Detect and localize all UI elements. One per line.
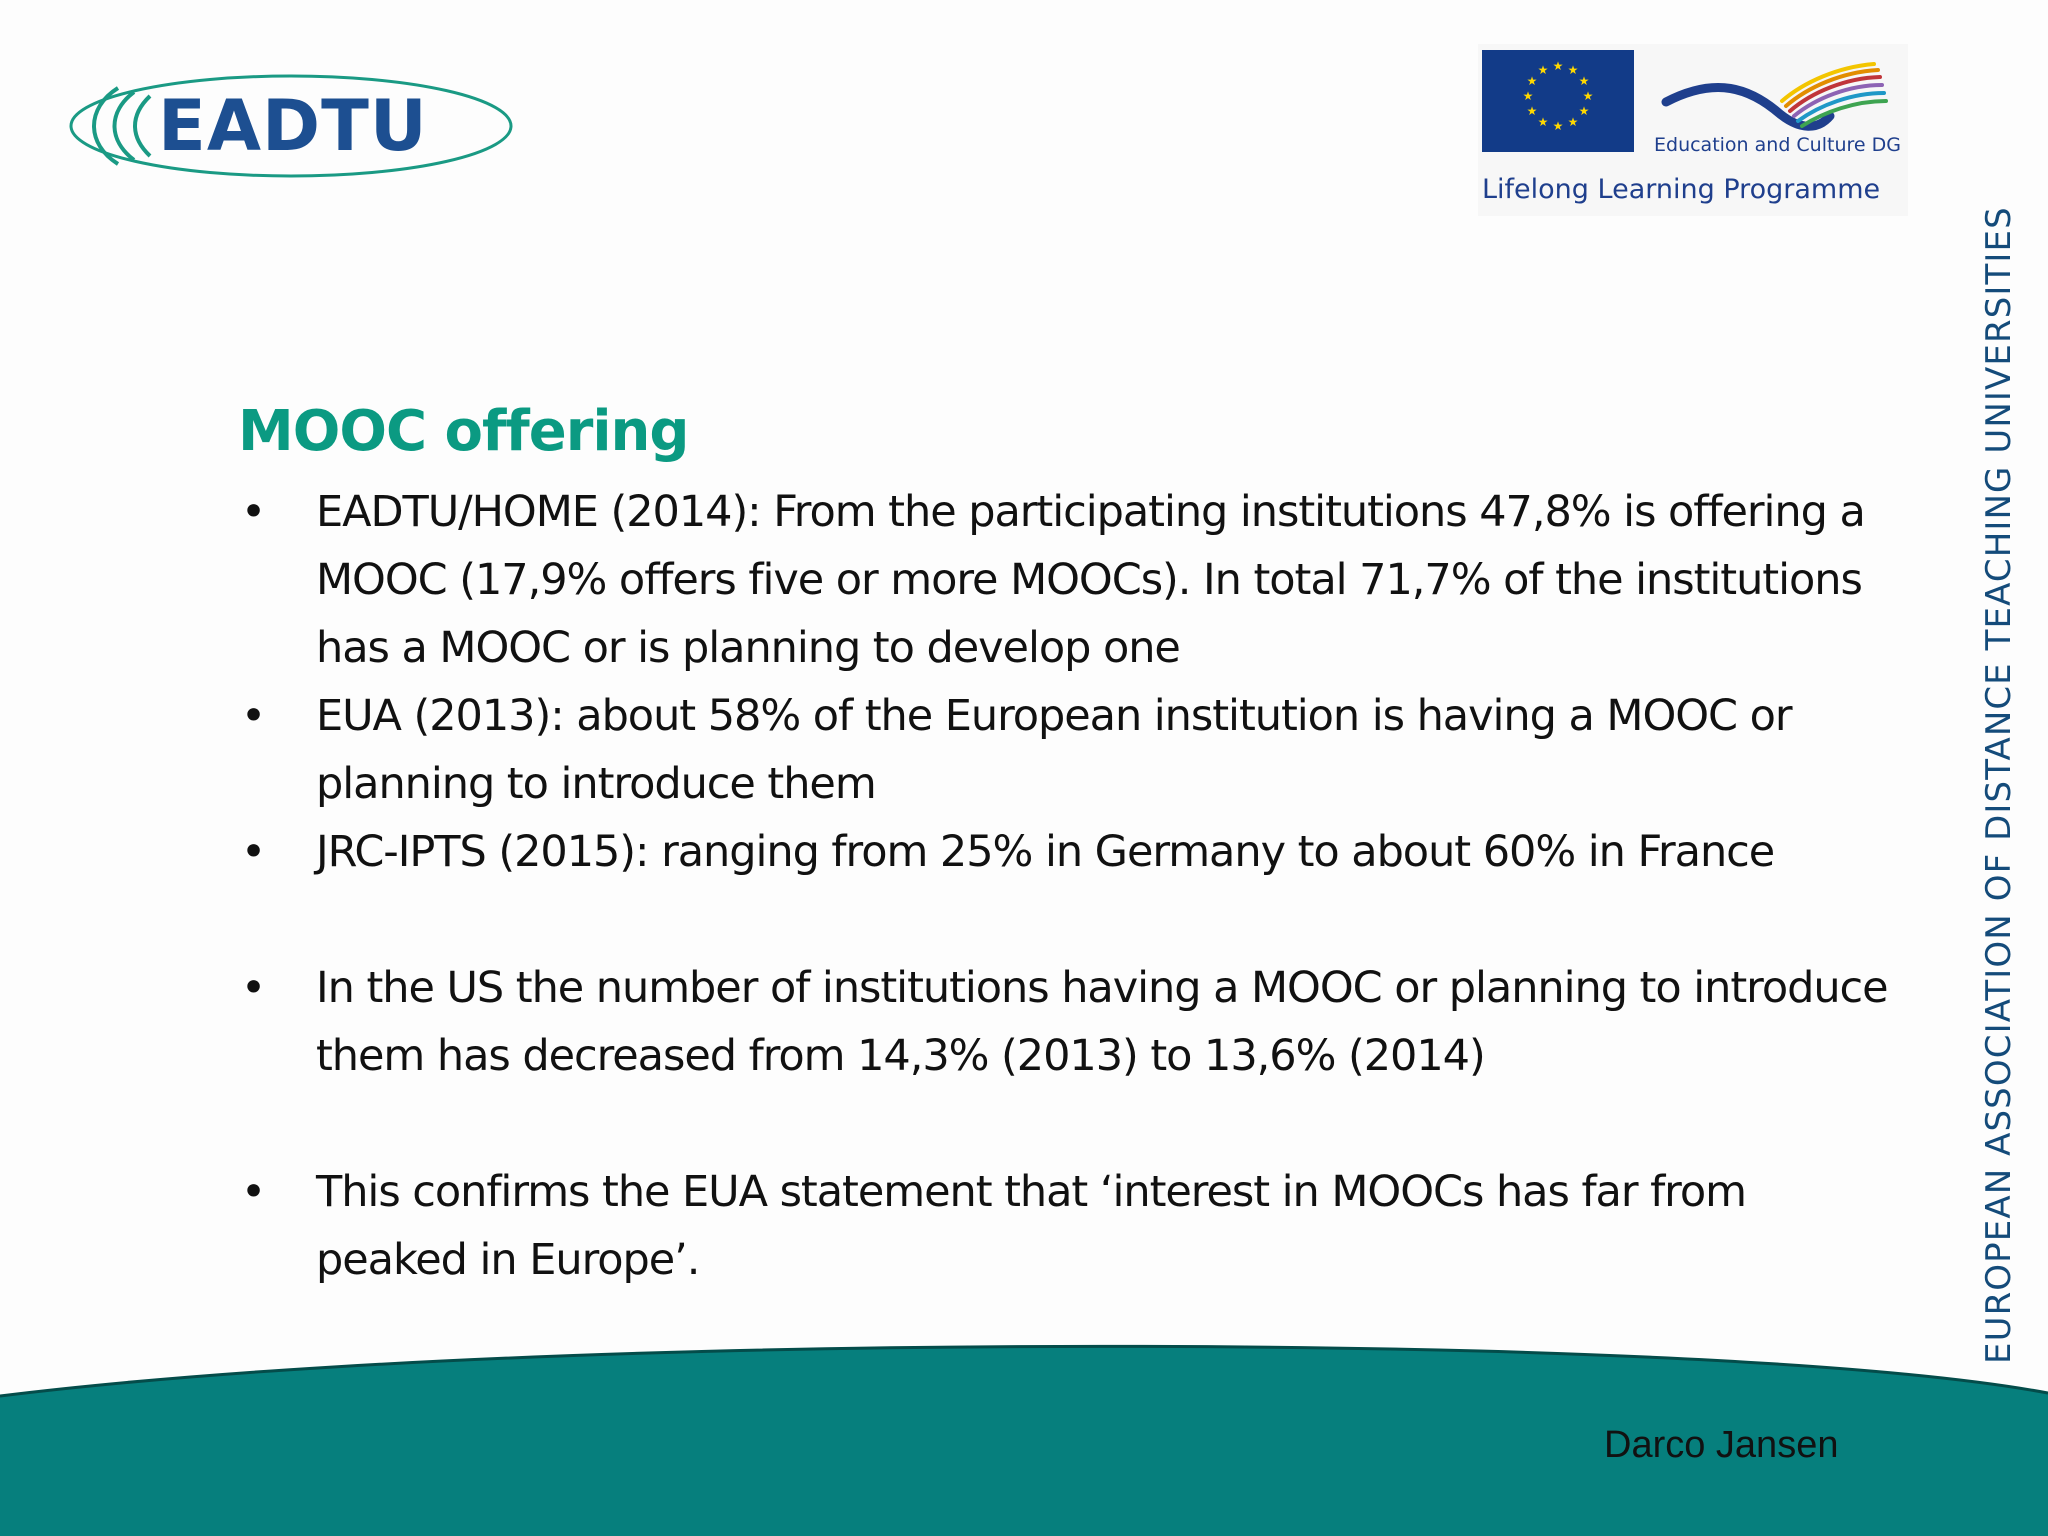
bullet-marker: •: [240, 487, 266, 537]
author-name: Darco Jansen: [1604, 1424, 1839, 1466]
page-title: MOOC offering: [238, 399, 689, 464]
svg-text:★: ★: [1578, 74, 1590, 88]
organization-vertical-text: EUROPEAN ASSOCIATION OF DISTANCE TEACHING UNIVERSITIES: [1979, 206, 2019, 1364]
eadtu-logo: [66, 70, 516, 182]
bullet-text: JRC-IPTS (2015): ranging from 25% in Germany to about 60% in France: [316, 827, 1775, 877]
svg-text:★: ★: [1537, 63, 1549, 77]
lifelong-learning-programme-text: Lifelong Learning Programme: [1482, 174, 1881, 205]
svg-text:★: ★: [1526, 74, 1538, 88]
svg-text:★: ★: [1552, 59, 1564, 73]
svg-text:★: ★: [1582, 89, 1594, 103]
bullet-item-eua: [238, 682, 1888, 818]
bullet-text: In the US the number of institutions having a MOOC or planning to introduce them has decreased from 14,3% (2013) to 13,6% (2014): [316, 963, 1888, 1081]
bullet-marker: •: [240, 1167, 266, 1217]
svg-text:★: ★: [1537, 115, 1549, 129]
bullet-text: EADTU/HOME (2014): From the participating institutions 47,8% is offering a MOOC (17,9% offers five or more MOOCs). In total 71,7% of the institutions has a MOOC or is planning to develop one: [316, 487, 1865, 673]
svg-text:★: ★: [1522, 89, 1534, 103]
bullet-text: This confirms the EUA statement that ‘interest in MOOCs has far from peaked in Europe’.: [316, 1167, 1746, 1285]
bullet-item-us: [238, 954, 1888, 1090]
eu-programme-logo: [1478, 44, 1908, 216]
svg-text:★: ★: [1567, 115, 1579, 129]
svg-text:★: ★: [1526, 104, 1538, 118]
eu-flag-icon: [1482, 50, 1634, 152]
bullet-marker: •: [240, 963, 266, 1013]
svg-text:★: ★: [1552, 119, 1564, 133]
bullet-list: [238, 478, 1888, 1294]
bullet-marker: •: [240, 827, 266, 877]
bullet-marker: •: [240, 691, 266, 741]
bullet-text: EUA (2013): about 58% of the European institution is having a MOOC or planning to introduce them: [316, 691, 1792, 809]
bullet-item-eua-statement: [238, 1158, 1888, 1294]
eadtu-logo-text: EADTU: [158, 85, 428, 167]
svg-text:★: ★: [1578, 104, 1590, 118]
education-culture-dg-text: Education and Culture DG: [1654, 134, 1901, 156]
bullet-item-jrc-ipts: [238, 818, 1888, 886]
bullet-item-eadtu-home: [238, 478, 1888, 682]
svg-text:★: ★: [1567, 63, 1579, 77]
